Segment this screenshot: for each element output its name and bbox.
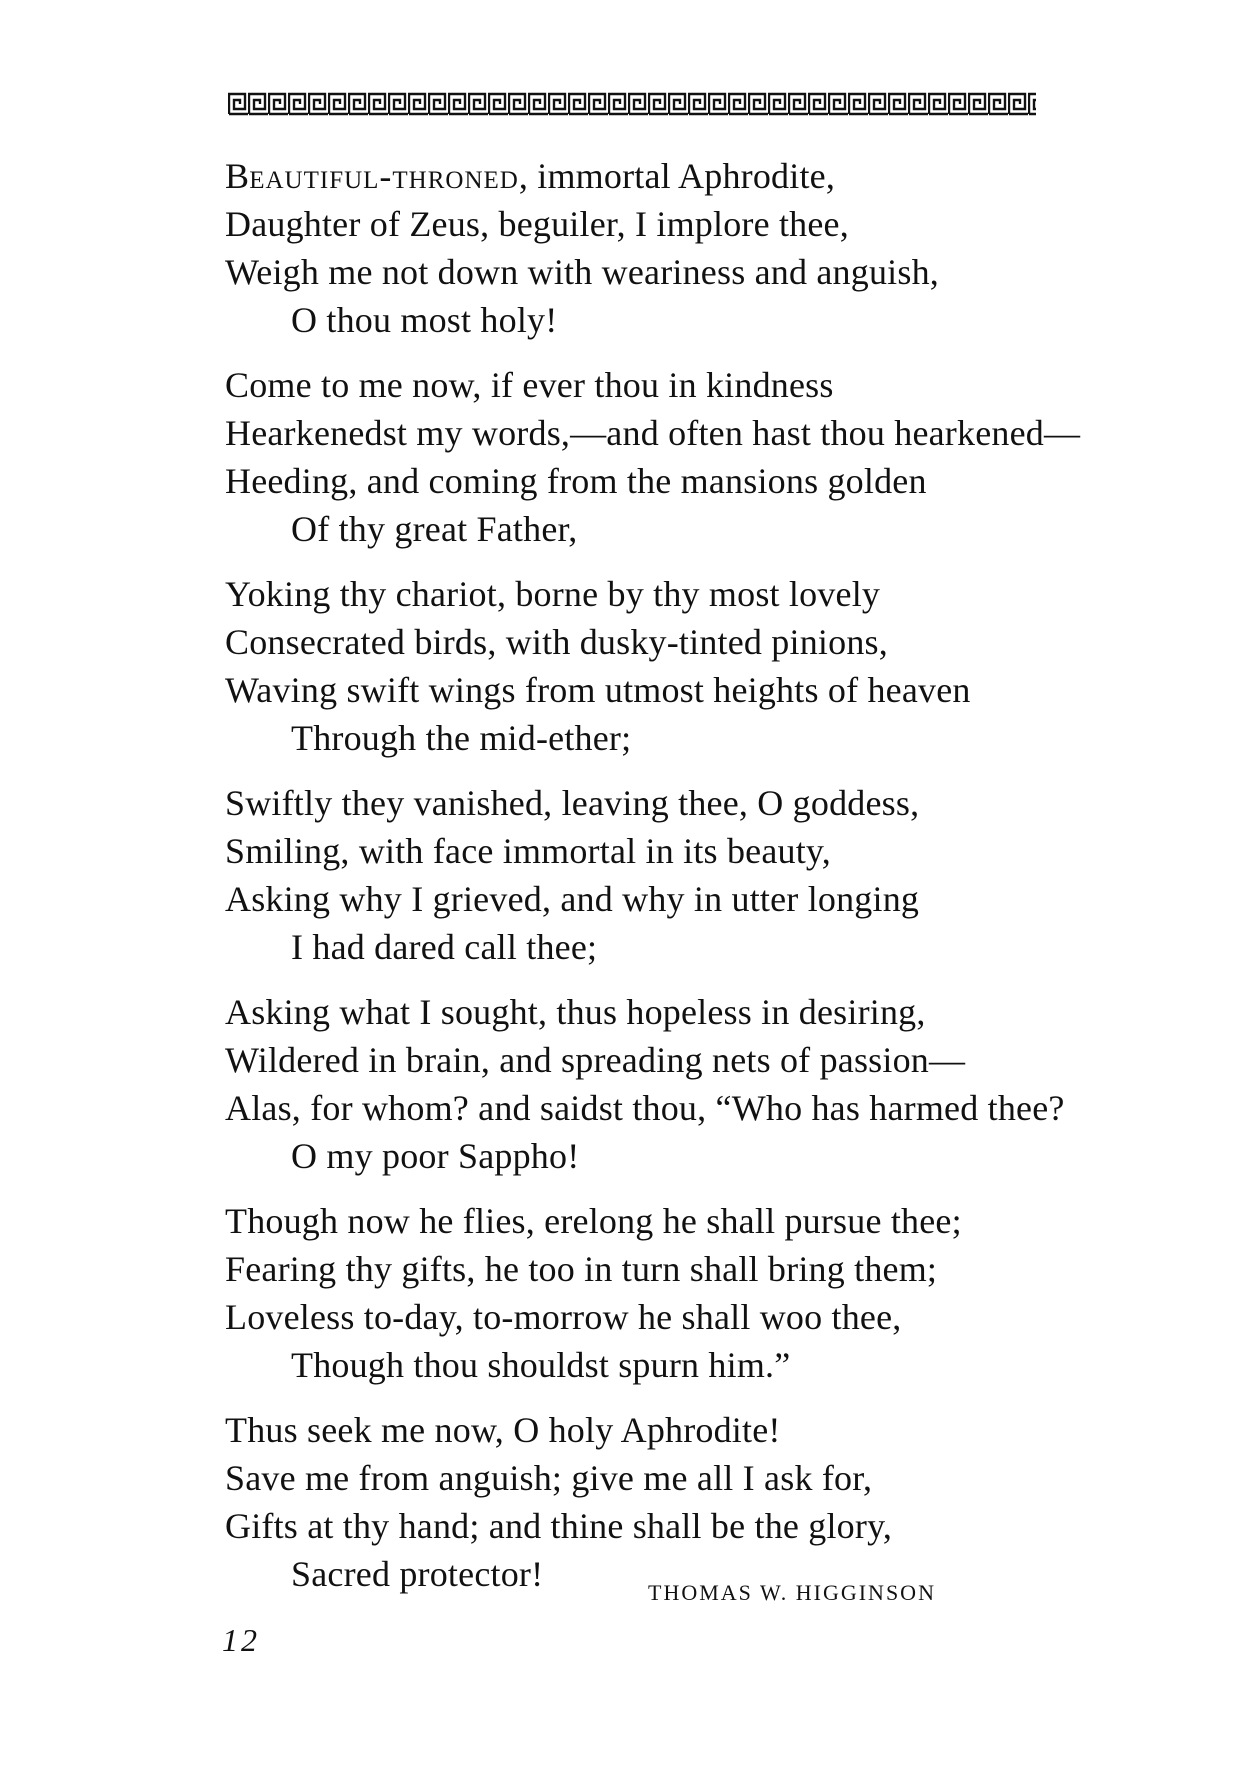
poem-line: Save me from anguish; give me all I ask for, <box>225 1458 873 1498</box>
poem-line: Come to me now, if ever thou in kindness <box>225 365 834 405</box>
poem-line-indented: Sacred protector! <box>291 1554 544 1594</box>
poem-line: Consecrated birds, with dusky-tinted pinions, <box>225 622 888 662</box>
poem-line: Though now he flies, erelong he shall pursue thee; <box>225 1201 962 1241</box>
poem-line: Alas, for whom? and saidst thou, “Who has harmed thee? <box>225 1088 1065 1128</box>
poem-line-indented: Through the mid-ether; <box>291 718 632 758</box>
stanza-3 <box>225 570 1105 762</box>
author-attribution: THOMAS W. HIGGINSON <box>648 1580 936 1605</box>
poem-line: Thus seek me now, O holy Aphrodite! <box>225 1410 781 1450</box>
stanza-7 <box>225 1406 1105 1598</box>
poem-line: Heeding, and coming from the mansions golden <box>225 461 927 501</box>
poem-line-indented: I had dared call thee; <box>291 927 598 967</box>
poem-line: Gifts at thy hand; and thine shall be the glory, <box>225 1506 893 1546</box>
stanza-4 <box>225 779 1105 971</box>
poem-line: Yoking thy chariot, borne by thy most lovely <box>225 574 881 614</box>
poem-line: Asking what I sought, thus hopeless in desiring, <box>225 992 926 1032</box>
poem-line: Loveless to-day, to-morrow he shall woo thee, <box>225 1297 902 1337</box>
poem-line: Daughter of Zeus, beguiler, I implore thee, <box>225 204 849 244</box>
poem-line-indented: O my poor Sappho! <box>291 1136 580 1176</box>
poem-line <box>225 152 1105 200</box>
small-caps-opening: eautiful-throned <box>249 156 519 196</box>
poem-line-text: , immortal Aphrodite, <box>518 156 836 196</box>
stanza-5 <box>225 988 1105 1180</box>
poem-line: Swiftly they vanished, leaving thee, O goddess, <box>225 783 920 823</box>
poem-line: Weigh me not down with weariness and anguish, <box>225 252 939 292</box>
drop-initial: B <box>225 156 250 196</box>
greek-key-border <box>228 92 1036 116</box>
stanza-6 <box>225 1197 1105 1389</box>
poem-line: Fearing thy gifts, he too in turn shall bring them; <box>225 1249 938 1289</box>
poem-line: Waving swift wings from utmost heights of heaven <box>225 670 971 710</box>
poem <box>225 152 1105 1615</box>
poem-line: Asking why I grieved, and why in utter longing <box>225 879 920 919</box>
poem-line: Wildered in brain, and spreading nets of passion— <box>225 1040 966 1080</box>
poem-line: Smiling, with face immortal in its beauty, <box>225 831 831 871</box>
poem-line-indented: Of thy great Father, <box>291 509 578 549</box>
poem-line-indented: O thou most holy! <box>291 300 558 340</box>
page-number: 12 <box>222 1622 260 1658</box>
poem-line-indented: Though thou shouldst spurn him.” <box>291 1345 791 1385</box>
stanza-2 <box>225 361 1105 553</box>
stanza-1 <box>225 152 1105 344</box>
poem-line: Hearkenedst my words,—and often hast thou hearkened— <box>225 413 1081 453</box>
